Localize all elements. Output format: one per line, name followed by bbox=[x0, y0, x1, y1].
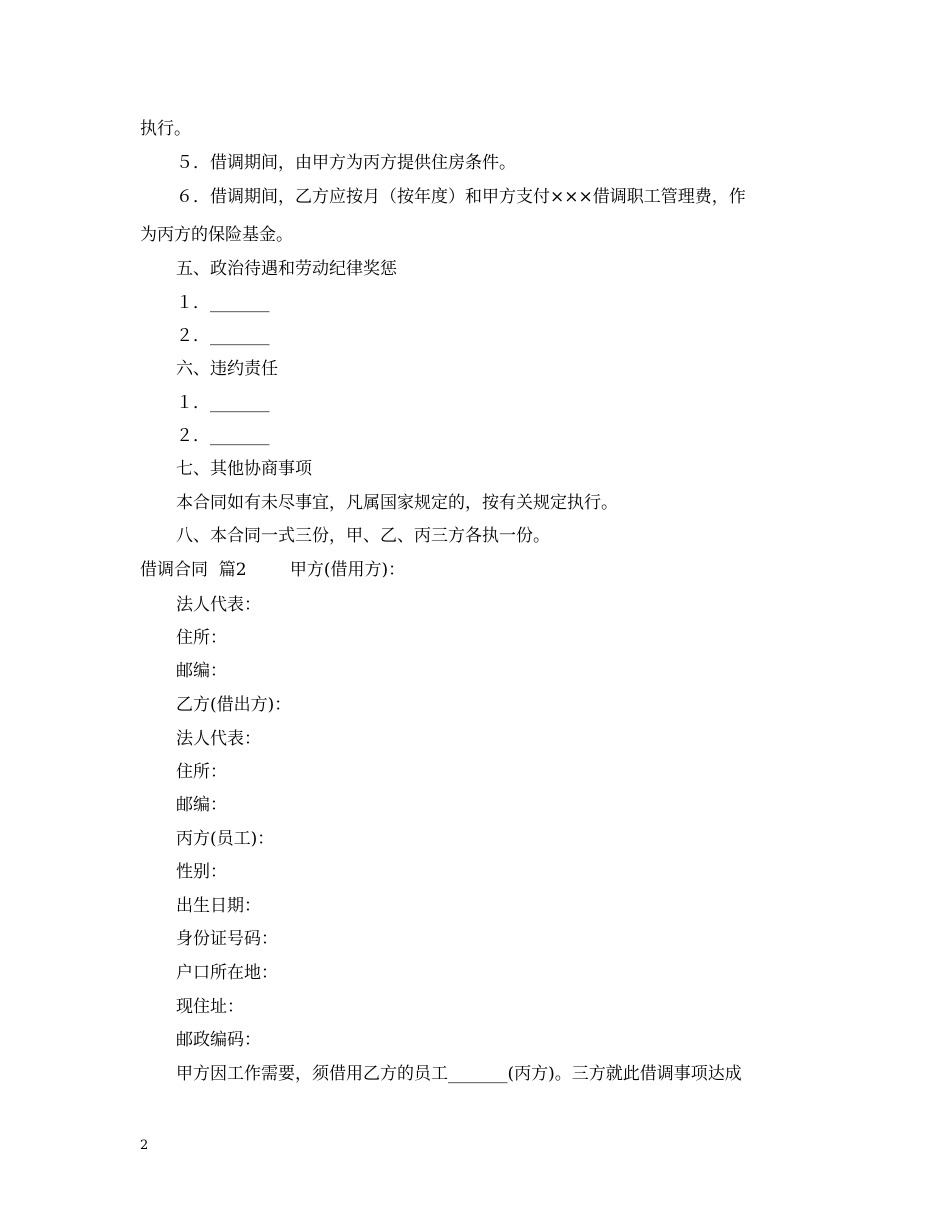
text-line: 为丙方的保险基金。 bbox=[140, 225, 293, 245]
text-line: ６．借调期间，乙方应按月（按年度）和甲方支付×××借调职工管理费，作 bbox=[176, 187, 746, 207]
form-field-label: 丙方(员工)： bbox=[176, 829, 275, 849]
section-heading: 五、政治待遇和劳动纪律奖惩 bbox=[176, 259, 397, 279]
form-field-label: 法人代表： bbox=[176, 595, 261, 615]
page-number: 2 bbox=[140, 1138, 149, 1153]
form-field-label: 住所： bbox=[176, 628, 227, 648]
blank-item: １．_______ bbox=[176, 393, 270, 413]
form-field-label: 邮政编码： bbox=[176, 1030, 261, 1050]
text-line: 甲方因工作需要，须借用乙方的员工_______(丙方)。三方就此借调事项达成 bbox=[176, 1064, 742, 1084]
blank-item: １．_______ bbox=[176, 293, 270, 313]
form-field-label: 现住址： bbox=[176, 997, 244, 1017]
text-line: 执行。 bbox=[140, 119, 191, 139]
blank-item: ２．_______ bbox=[176, 326, 270, 346]
contract-title-line: 借调合同 篇2 甲方(借用方)： bbox=[140, 560, 406, 580]
form-field-label: 乙方(借出方)： bbox=[176, 695, 292, 715]
section-heading: 八、本合同一式三份，甲、乙、丙三方各执一份。 bbox=[176, 526, 550, 546]
blank-item: ２．_______ bbox=[176, 426, 270, 446]
form-field-label: 性别： bbox=[176, 862, 227, 882]
section-heading: 六、违约责任 bbox=[176, 359, 278, 379]
form-field-label: 法人代表： bbox=[176, 729, 261, 749]
form-field-label: 住所： bbox=[176, 762, 227, 782]
section-heading: 七、其他协商事项 bbox=[176, 459, 312, 479]
form-field-label: 邮编： bbox=[176, 661, 227, 681]
form-field-label: 邮编： bbox=[176, 795, 227, 815]
text-line: 本合同如有未尽事宜，凡属国家规定的，按有关规定执行。 bbox=[176, 493, 618, 513]
form-field-label: 出生日期： bbox=[176, 896, 261, 916]
form-field-label: 身份证号码： bbox=[176, 929, 278, 949]
text-line: ５．借调期间，由甲方为丙方提供住房条件。 bbox=[176, 153, 516, 173]
form-field-label: 户口所在地： bbox=[176, 963, 278, 983]
